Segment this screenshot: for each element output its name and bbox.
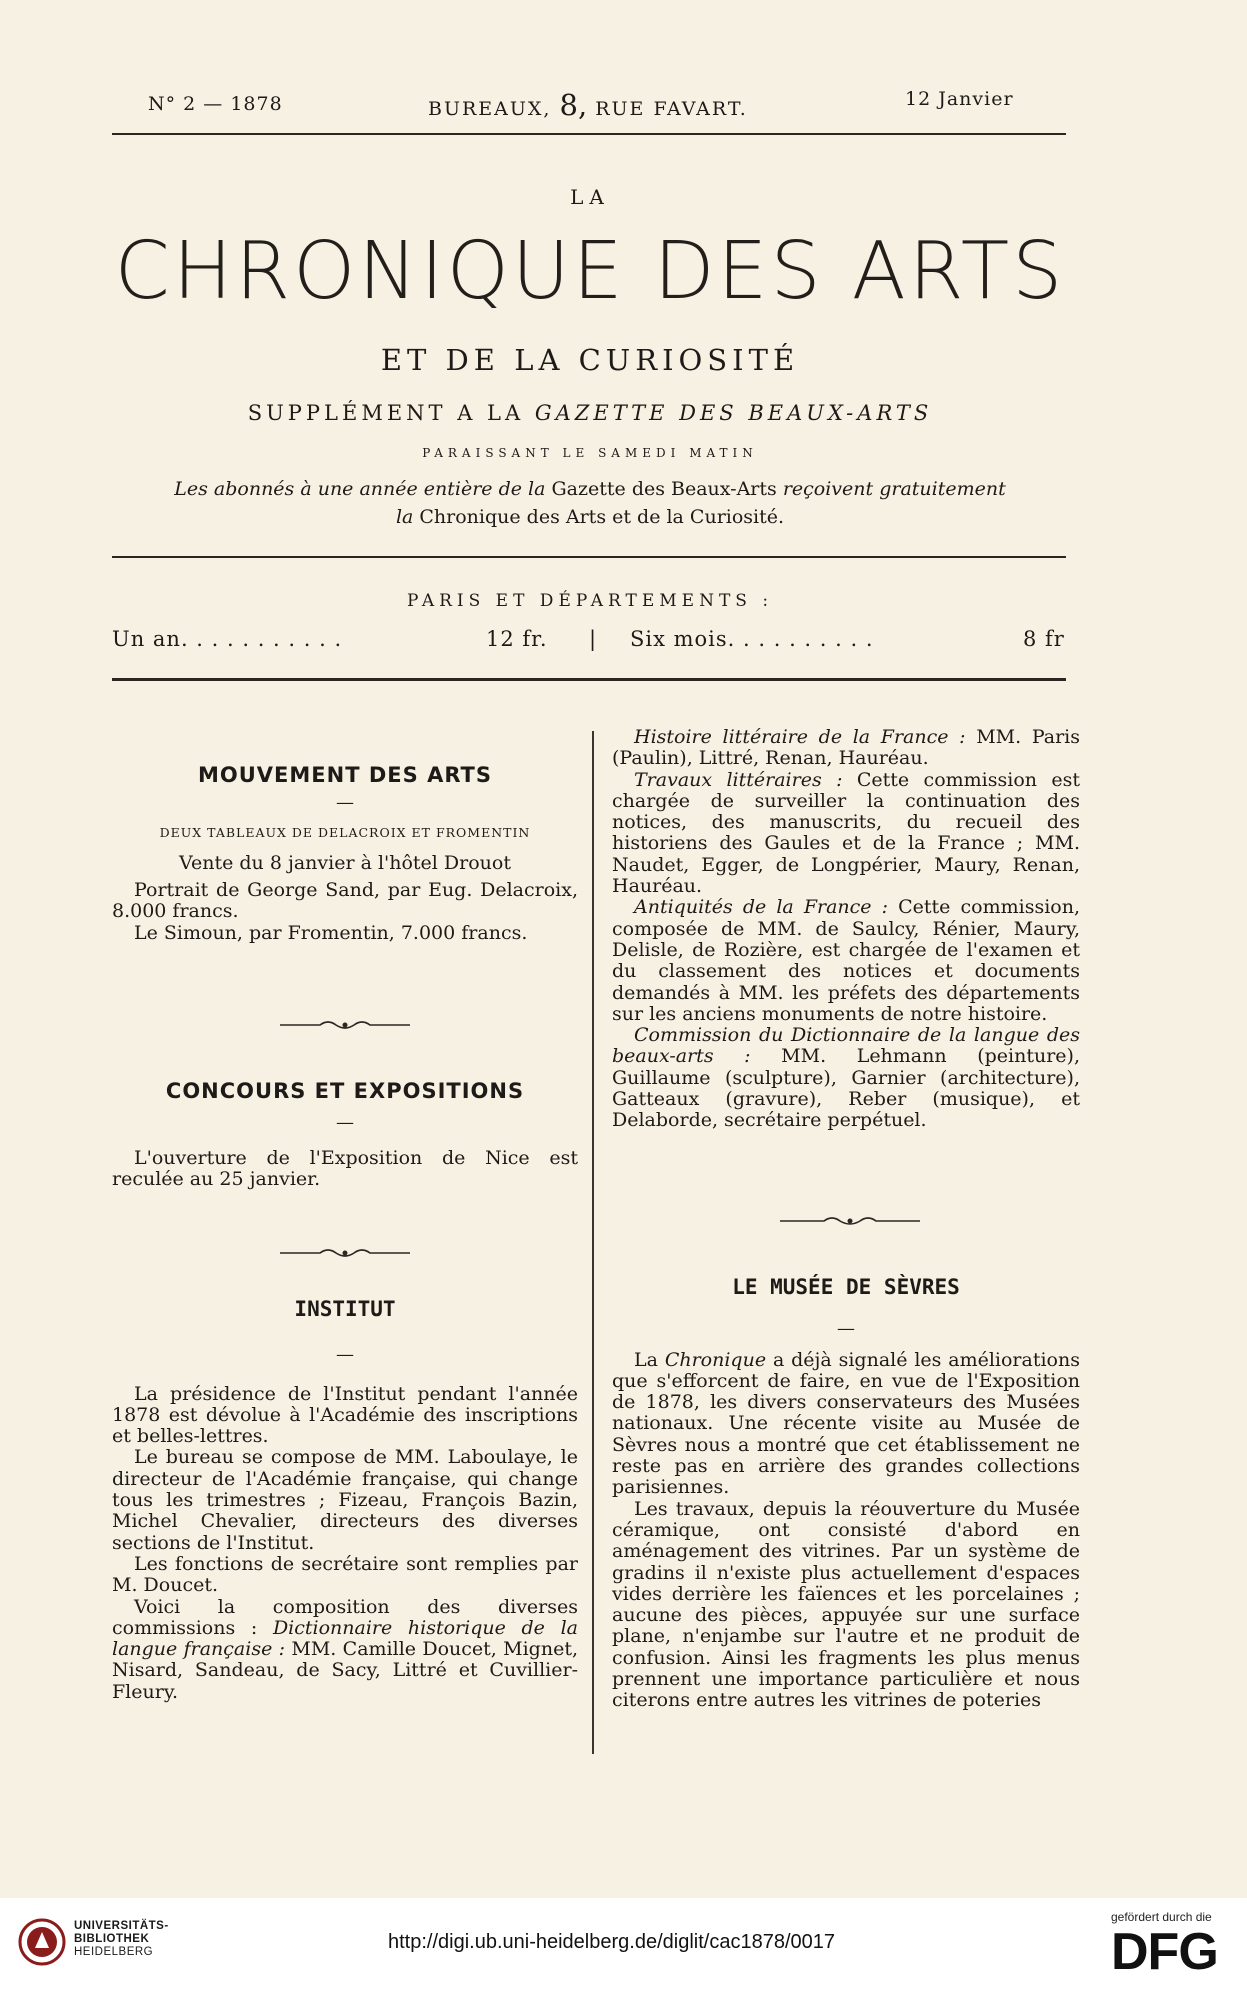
price-separator: | (589, 627, 598, 651)
schedule-line: PARAISSANT LE SAMEDI MATIN (422, 446, 758, 460)
ornament-divider-2 (280, 1245, 410, 1261)
paragraph: Le Simoun, par Fromentin, 7.000 francs. (134, 921, 528, 944)
source-url-link[interactable]: http://digi.ub.uni-heidelberg.de/diglit/cac1878/0017 (388, 1931, 835, 1953)
subscription-heading: PARIS ET DÉPARTEMENTS : (406, 591, 774, 611)
left-column-3 (112, 1299, 578, 1703)
text-span: MM. Camille Doucet, Mignet, Nisard, Sandeau, de Sacy, Littré et Cuvillier-Fleury. (112, 1638, 578, 1703)
price-six-label: Six mois. . . . . . . . . . (630, 627, 874, 651)
masthead-article: LA (570, 185, 610, 209)
text-span: La (634, 1348, 658, 1371)
price-year-label: Un an. . . . . . . . . . . (112, 627, 343, 651)
italic-span: Dictionnaire historique de la langue française : (112, 1616, 578, 1661)
supplement-prefix: SUPPLÉMENT A LA (247, 401, 525, 425)
header-rule (112, 133, 1066, 135)
supplement-gazette: GAZETTE DES BEAUX-ARTS (534, 401, 933, 425)
bureaux-prefix: BUREAUX, (428, 98, 552, 120)
paragraph (612, 770, 1080, 898)
paragraph: Vente du 8 janvier à l'hôtel Drouot (179, 851, 511, 874)
price-year: 12 fr. (486, 627, 548, 651)
paragraph: Les fonctions de secrétaire sont remplies par M. Doucet. (112, 1552, 578, 1597)
column-separator (592, 731, 594, 1754)
dfg-funding-label: gefördert durch die (1111, 1910, 1212, 1924)
section-title-musee-sevres: LE MUSÉE DE SÈVRES (732, 1275, 960, 1299)
text-span: Cette commission, composée de MM. de Saulcy, Rénier, Maury, Delisle, de Rozière, est chargée de l'examen et du classement des notices et documents demandés à MM. les préfets des départements sur les anciens monuments de notre histoire. (612, 896, 1080, 1025)
right-column-2 (612, 1277, 1080, 1712)
masthead-rule (112, 556, 1066, 558)
digitization-footer (0, 1898, 1247, 1993)
italic-span: Chronique (664, 1348, 767, 1371)
paragraph: Le bureau se compose de MM. Laboulaye, le directeur de l'Académie française, qui change tous les trimestres ; Fizeau, François Bazin, Michel Chevalier, directeurs des diverses sections de l'Institut. (112, 1446, 578, 1554)
paragraph: Portrait de George Sand, par Eug. Delacroix, 8.000 francs. (112, 879, 578, 923)
section-title-institut: INSTITUT (294, 1297, 396, 1321)
left-column-2 (112, 1081, 578, 1190)
paragraph (612, 1350, 1080, 1499)
prices-rule (112, 678, 1066, 681)
paragraph (112, 1597, 578, 1703)
italic-span: Commission du Dictionnaire de la langue des beaux-arts : (612, 1024, 1080, 1068)
section-dash: — (336, 1112, 354, 1134)
paragraph: L'ouverture de l'Exposition de Nice est reculée au 25 janvier. (112, 1146, 578, 1190)
abonnes-roman-2: Chronique des Arts et de la Curiosité. (419, 506, 785, 528)
abonnes-roman-1: Gazette des Beaux-Arts (551, 478, 777, 500)
subscriber-notice (0, 475, 1180, 531)
masthead-title: CHRONIQUE DES ARTS (114, 225, 1066, 317)
section-dash: — (336, 1344, 354, 1366)
supplement-line (0, 401, 1180, 425)
ornament-divider-1 (280, 1017, 410, 1033)
paragraph (612, 1025, 1080, 1131)
right-column (612, 727, 1080, 1132)
uni-line-2: BIBLIOTHEK (74, 1933, 150, 1945)
section-title-mouvement: MOUVEMENT DES ARTS (198, 763, 492, 787)
price-six: 8 fr (1023, 627, 1065, 651)
italic-span: Antiquités de la France : (634, 896, 889, 919)
issue-date: 12 Janvier (905, 88, 1014, 110)
section-title-concours: CONCOURS ET EXPOSITIONS (165, 1079, 525, 1103)
university-seal-icon (18, 1918, 66, 1966)
bureaux-street: RUE FAVART. (595, 98, 748, 120)
paragraph: La présidence de l'Institut pendant l'année 1878 est dévolue à l'Académie des inscriptions et belles-lettres. (112, 1382, 578, 1448)
text-span: Cette commission est chargée de surveiller la continuation des notices, des manuscrits, du recueil des historiens des Gaules et de la France ; MM. Naudet, Egger, de Longpérier, Maury, Renan, Hauréau. (612, 768, 1080, 898)
subhead-delacroix-fromentin: DEUX TABLEAUX DE DELACROIX ET FROMENTIN (159, 824, 531, 840)
dfg-logo: DFG (1111, 1923, 1218, 1981)
issue-number: N° 2 — 1878 (148, 93, 283, 115)
bureaux-number: 8, (559, 88, 588, 122)
text-span: a déjà signalé les améliorations que s'efforcent de faire, en vue de l'Exposition de 1878, les divers conservateurs des Musées nationaux. Une récente visite au Musée de Sèvres nous a montré que cet établissement ne reste pas en arrière des grandes collections parisiennes. (612, 1348, 1080, 1499)
abonnes-italic-2: reçoivent gratuitement (782, 478, 1006, 500)
uni-line-3: HEIDELBERG (74, 1946, 154, 1958)
paragraph: Les travaux, depuis la réouverture du Musée céramique, ont consisté d'abord en aménagement des vitrines. Par un système de gradins il n'existe plus actuellement d'espaces vides derrière les faïences et les porcelaines ; aucune des pièces, appuyée sur une surface plane, n'enjambe sur l'autre et ne produit de confusion. Ainsi les fragments les plus menus prennent une importance particulière et nous citerons entre autres les vitrines de poteries (612, 1497, 1080, 1712)
italic-span: Travaux littéraires : (634, 768, 843, 791)
paragraph (612, 727, 1080, 770)
section-dash: — (336, 792, 354, 814)
bureaux-address (428, 88, 748, 122)
university-library-name (74, 1920, 169, 1959)
text-span: MM. Lehmann (peinture), Guillaume (sculpture), Garnier (architecture), Gatteaux (gravure), Reber (musique), et Delaborde, secrétaire perpétuel. (612, 1045, 1080, 1132)
abonnes-italic-3: la (395, 506, 414, 528)
text-span: MM. Paris (Paulin), Littré, Renan, Hauréau. (612, 726, 1080, 770)
uni-line-1: UNIVERSITÄTS- (74, 1920, 169, 1932)
section-dash: — (837, 1318, 855, 1340)
ornament-divider-3 (780, 1213, 920, 1229)
italic-span: Histoire littéraire de la France : (634, 726, 966, 748)
text-span: Voici la composition des diverses commissions : (112, 1595, 578, 1639)
abonnes-italic-1: Les abonnés à une année entière de la (174, 478, 546, 500)
paragraph (612, 897, 1080, 1025)
left-column (112, 765, 578, 944)
masthead-subtitle: ET DE LA CURIOSITÉ (380, 343, 800, 377)
